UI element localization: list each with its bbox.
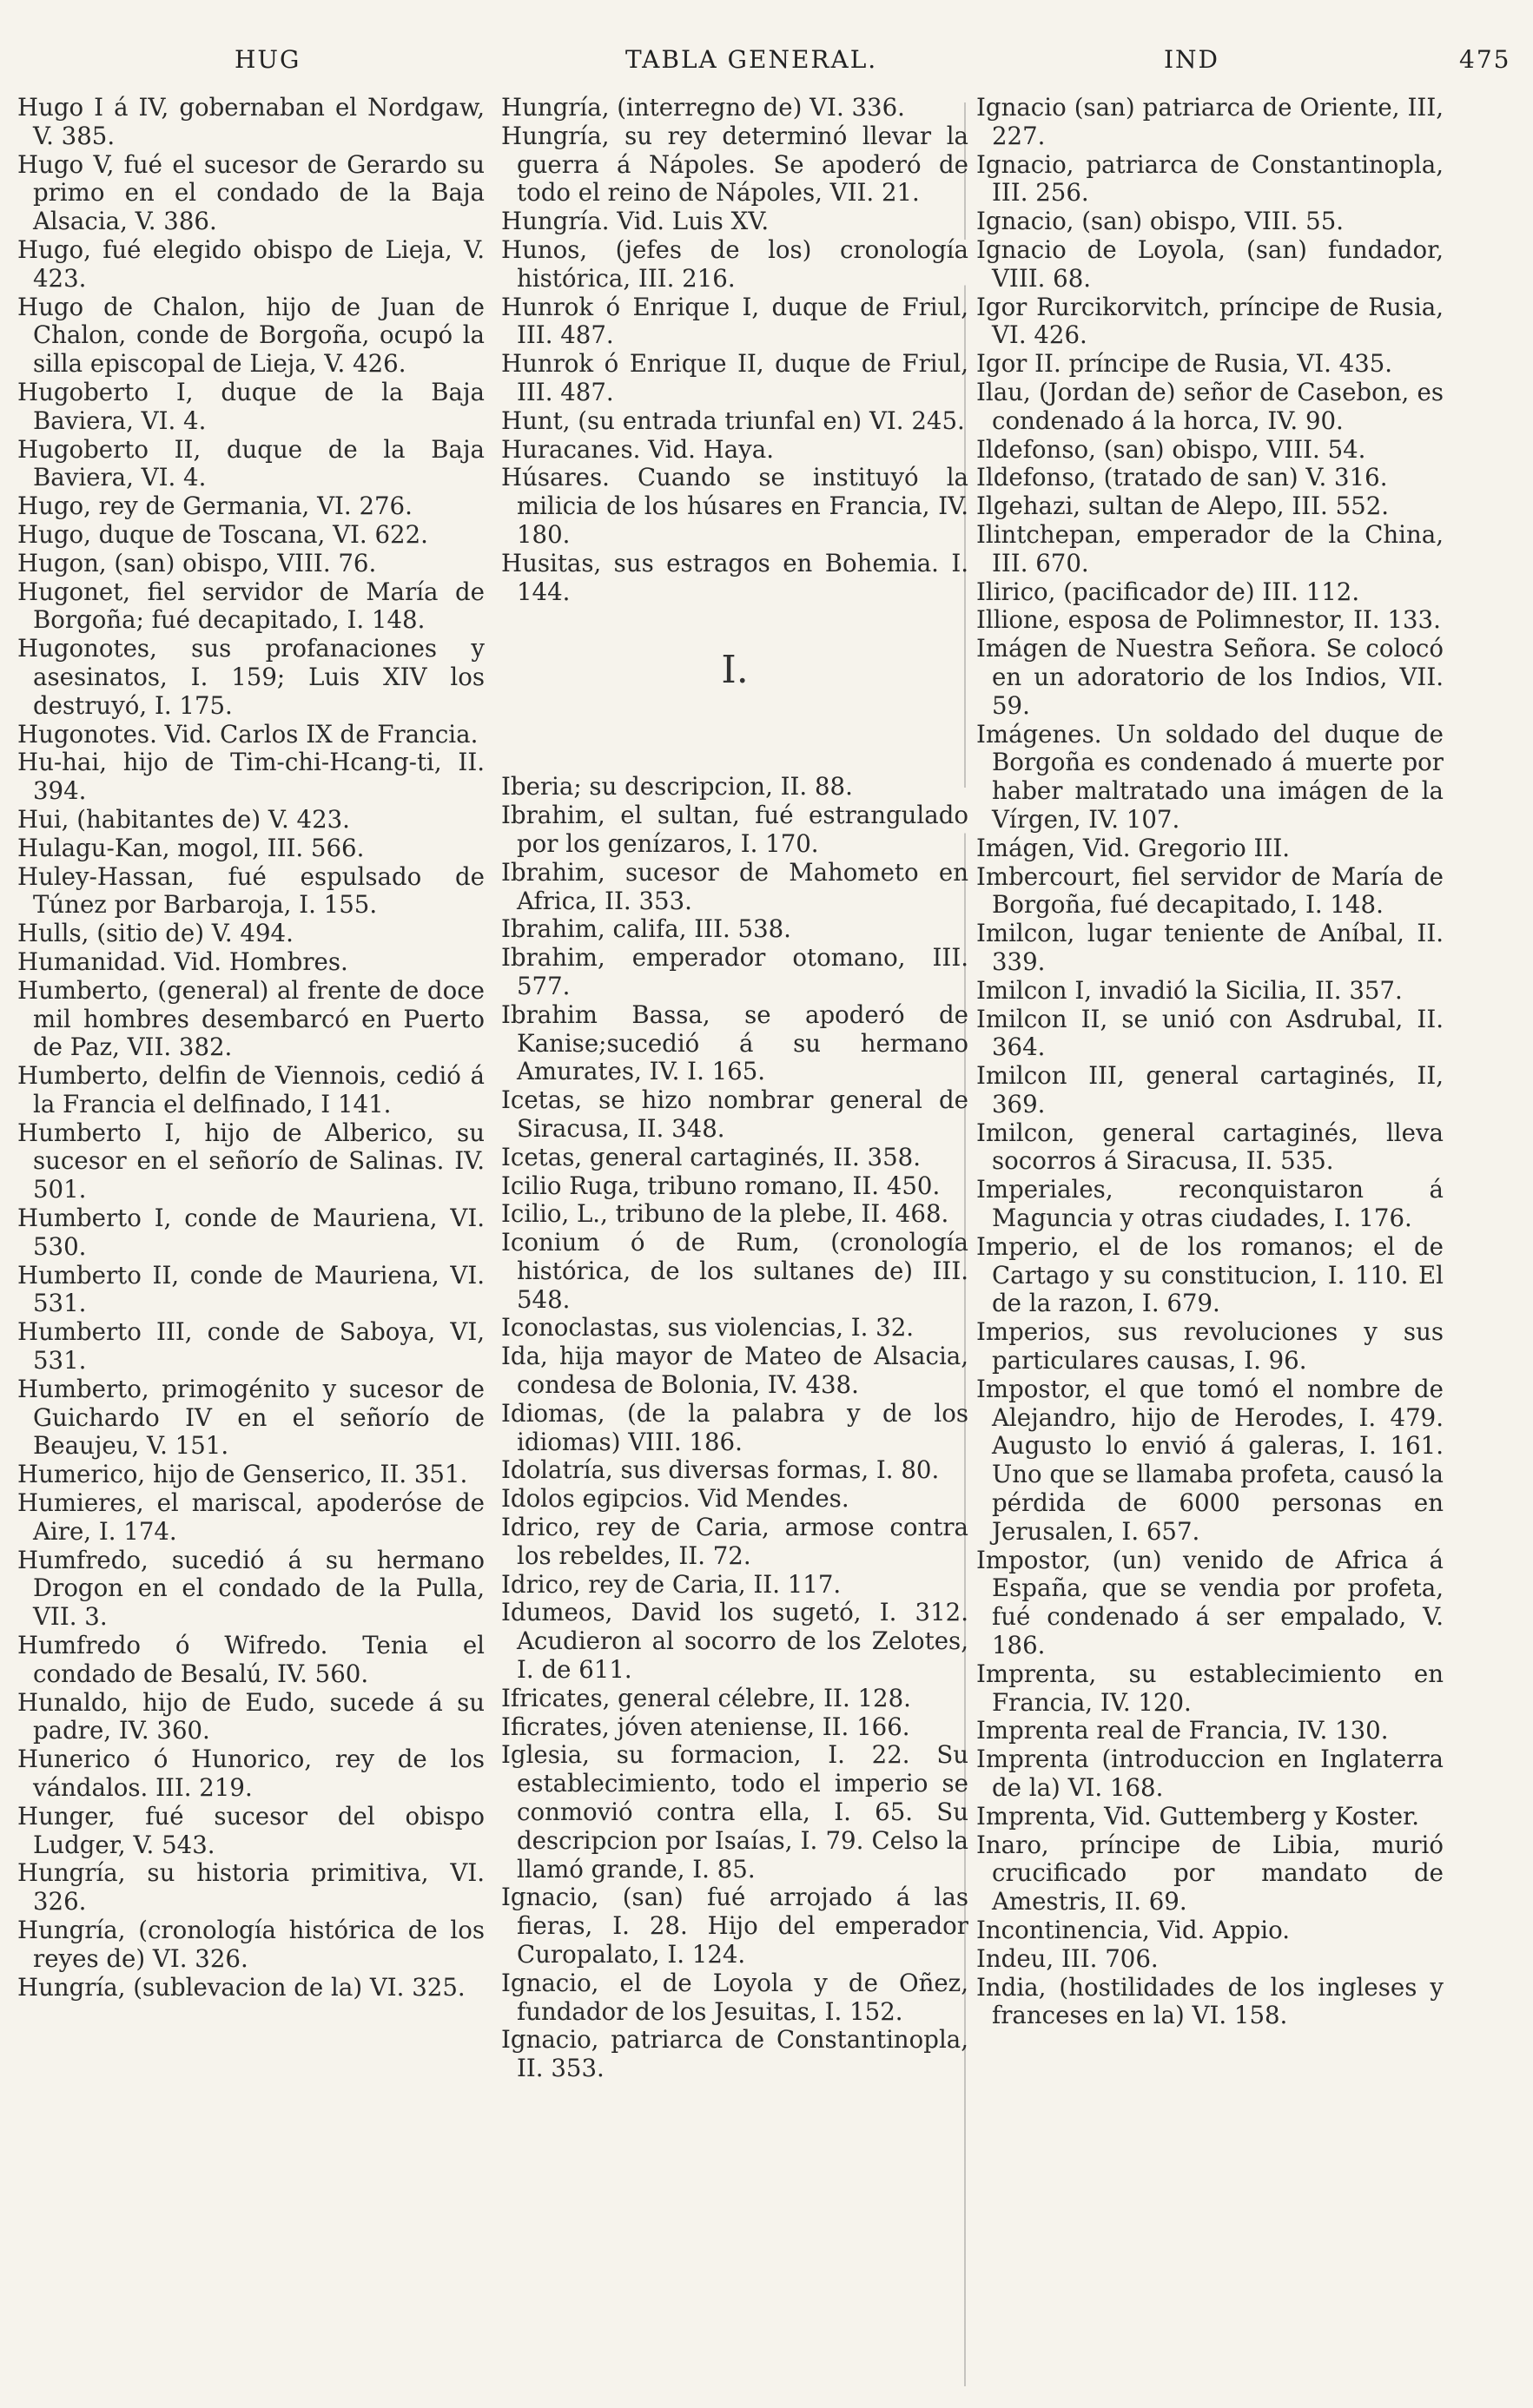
index-entry: Humberto II, conde de Mauriena, VI. 531. [17,1260,485,1318]
index-entry: Hu-hai, hijo de Tim-chi-Hcang-ti, II. 394. [17,748,485,806]
column-1 [17,94,485,2002]
index-entry: Ignacio, el de Loyola y de Oñez, fundador de los Jesuitas, I. 152. [501,1968,968,2026]
index-entry: Humfredo ó Wifredo. Tenia el condado de Besalú, IV. 560. [17,1631,485,1688]
index-entry: Imprenta, su establecimiento en Francia, IV. 120. [976,1659,1444,1717]
index-entry: Idrico, rey de Caria, armose contra los rebeldes, II. 72. [501,1513,968,1570]
index-entry: Hugonet, fiel servidor de María de Borgoña; fué decapitado, I. 148. [17,577,485,635]
index-entry: Impostor, (un) venido de Africa á España, que se vendia por profeta, fué condenado á ser empalado, V. 186. [976,1545,1444,1660]
index-entry: Impostor, el que tomó el nombre de Alejandro, hijo de Herodes, I. 479. Augusto lo envió á galeras, I. 161. Uno que se llamaba profeta, causó la pérdida de 6000 personas en Jerusalen, I. 657. [976,1374,1444,1546]
index-entry: Idrico, rey de Caria, II. 117. [501,1569,842,1599]
index-entry: Indeu, III. 706. [976,1943,1159,1973]
page-number: 475 [1459,45,1511,74]
index-entry: Hunos, (jefes de los) cronología histórica, III. 216. [501,234,968,293]
index-entry: Ildefonso, (tratado de san) V. 316. [976,463,1388,492]
index-entry: Humerico, hijo de Genserico, II. 351. [17,1460,468,1489]
index-entry: Ildefonso, (san) obispo, VIII. 54. [976,434,1366,464]
index-entry: Huracanes. Vid. Haya. [501,434,774,464]
index-entry: Humfredo, sucedió á su hermano Drogon en el condado de la Pulla, VII. 3. [17,1545,485,1632]
index-entry: Icilio Ruga, tribuno romano, II. 450. [501,1171,941,1200]
index-entry: Ibrahim Bassa, se apoderó de Kanise;sucedió á su hermano Amurates, IV. I. 165. [501,999,968,1086]
index-entry: Imperios, sus revoluciones y sus particulares causas, I. 96. [976,1317,1444,1376]
index-entry: Humberto I, hijo de Alberico, su sucesor en el señorío de Salinas. IV. 501. [17,1118,485,1204]
column-3 [976,94,1444,2030]
index-entry: Imilcon, lugar teniente de Aníbal, II. 339. [976,919,1444,976]
index-entry: Ibrahim, el sultan, fué estrangulado por los genízaros, I. 170. [501,801,968,858]
running-head-left: HUG [235,45,301,74]
index-entry: Icilio, L., tribuno de la plebe, II. 468. [501,1199,949,1229]
index-entry: Ignacio de Loyola, (san) fundador, VIII. 68. [976,234,1444,293]
column-2-entries-h [501,94,968,606]
index-entry: Ilirico, (pacificador de) III. 112. [976,577,1360,606]
index-entry: Ifricates, general célebre, II. 128. [501,1683,911,1712]
index-entry: Hungría, (interregno de) VI. 336. [501,93,905,122]
index-entry: Hugon, (san) obispo, VIII. 76. [17,548,377,577]
index-entry: Icetas, se hizo nombrar general de Siracusa, II. 348. [501,1085,968,1143]
index-entry: Ignacio, patriarca de Constantinopla, III. 256. [976,149,1444,208]
index-entry: Hunrok ó Enrique II, duque de Friul, III. 487. [501,349,968,406]
index-entry: Ibrahim, califa, III. 538. [501,914,791,944]
index-entry: Imprenta real de Francia, IV. 130. [976,1716,1389,1745]
index-entry: Iberia; su descripcion, II. 88. [501,772,853,802]
index-entry: Ignacio, (san) fué arrojado á las fieras, I. 28. Hijo del emperador Curopalato, I. 124. [501,1883,968,1969]
index-entry: Humberto, primogénito y sucesor de Guichardo IV en el señorío de Beaujeu, V. 151. [17,1374,485,1461]
section-letter: I. [721,648,749,693]
column-2-entries-i [501,773,968,2083]
index-entry: Humanidad. Vid. Hombres. [17,947,348,976]
index-entry: Ificrates, jóven ateniense, II. 166. [501,1712,910,1741]
index-entry: Idolatría, sus diversas formas, I. 80. [501,1455,940,1485]
index-entry: Imágen, Vid. Gregorio III. [976,833,1291,862]
index-entry: Huley-Hassan, fué espulsado de Túnez por Barbaroja, I. 155. [17,861,485,920]
index-entry: Imperio, el de los romanos; el de Cartago y su constitucion, I. 110. El de la razon, I. 679. [976,1231,1444,1318]
index-entry: Ilintchepan, emperador de la China, III. 670. [976,519,1444,577]
index-entry: Imilcon I, invadió la Sicilia, II. 357. [976,975,1403,1005]
index-entry: Inaro, príncipe de Libia, murió crucificado por mandato de Amestris, II. 69. [976,1830,1444,1917]
index-entry: Imilcon II, se unió con Asdrubal, II. 364. [976,1004,1444,1062]
index-entry: Hunt, (su entrada triunfal en) VI. 245. [501,406,965,435]
index-entry: Ibrahim, emperador otomano, III. 577. [501,943,968,1000]
index-entry: Imprenta, Vid. Guttemberg y Koster. [976,1801,1420,1831]
index-entry: Hungría, su rey determinó llevar la guerra á Nápoles. Se apoderó de todo el reino de Nápoles, VII. 21. [501,121,968,208]
index-entry: Iglesia, su formacion, I. 22. Su establecimiento, todo el imperio se conmovió contra ella, I. 65. Su descripcion por Isaías, I. 79. Celso la llamó grande, I. 85. [501,1740,968,1884]
index-entry: Hungría. Vid. Luis XV. [501,207,770,236]
index-entry: Hulls, (sitio de) V. 494. [17,919,294,948]
index-entry: Hugo, fué elegido obispo de Lieja, V. 423. [17,234,485,293]
index-entry: Hunger, fué sucesor del obispo Ludger, V. 543. [17,1801,485,1859]
index-entry: Husitas, sus estragos en Bohemia. I. 144. [501,548,968,606]
index-entry: Imilcon, general cartaginés, lleva socorros á Siracusa, II. 535. [976,1118,1444,1176]
index-entry: Idiomas, (de la palabra y de los idiomas) VIII. 186. [501,1398,968,1456]
index-entry: Hungría, su historia primitiva, VI. 326. [17,1858,485,1917]
index-entry: India, (hostilidades de los ingleses y franceses en la) VI. 158. [976,1972,1444,2030]
index-entry: Ilau, (Jordan de) señor de Casebon, es condenado á la horca, IV. 90. [976,377,1444,435]
index-entry: Hungría, (cronología histórica de los reyes de) VI. 326. [17,1916,485,1973]
running-head-title: TABLA GENERAL. [625,45,878,74]
index-entry: Húsares. Cuando se instituyó la milicia de los húsares en Francia, IV. 180. [501,463,968,549]
index-entry: Imágenes. Un soldado del duque de Borgoña es condenado á muerte por haber maltratado una imágen de la Vírgen, IV. 107. [976,719,1444,834]
index-entry: Imilcon III, general cartaginés, II, 369. [976,1061,1444,1118]
index-entry: Ida, hija mayor de Mateo de Alsacia, condesa de Bolonia, IV. 438. [501,1342,968,1400]
running-head-right: IND [1164,45,1220,74]
index-entry: Hugonotes. Vid. Carlos IX de Francia. [17,719,479,749]
index-entry: Hugoberto II, duque de la Baja Baviera, VI. 4. [17,434,485,492]
index-entry: Iconium ó de Rum, (cronología histórica, de los sultanes de) III. 548. [501,1228,968,1314]
index-entry: Hunrok ó Enrique I, duque de Friul, III. 487. [501,292,968,350]
page-header [26,45,1511,89]
column-2 [501,94,968,2083]
index-entry: Illione, esposa de Polimnestor, II. 133. [976,605,1441,635]
index-entry: Humberto III, conde de Saboya, VI, 531. [17,1317,485,1376]
index-entry: Ignacio, (san) obispo, VIII. 55. [976,207,1345,236]
index-entry: Imbercourt, fiel servidor de María de Borgoña, fué decapitado, I. 148. [976,861,1444,920]
index-entry: Idolos egipcios. Vid Mendes. [501,1484,849,1514]
index-entry: Hugo V, fué el sucesor de Gerardo su primo en el condado de la Baja Alsacia, V. 386. [17,149,485,236]
index-entry: Idumeos, David los sugetó, I. 312. Acudieron al socorro de los Zelotes, I. de 611. [501,1598,968,1685]
index-entry: Humberto, (general) al frente de doce mil hombres desembarcó en Puerto de Paz, VII. 382. [17,975,485,1062]
index-entry: Ilgehazi, sultan de Alepo, III. 552. [976,491,1390,521]
index-entry: Hugo, duque de Toscana, VI. 622. [17,519,428,549]
index-entry: Hui, (habitantes de) V. 423. [17,804,350,834]
index-entry: Iconoclastas, sus violencias, I. 32. [501,1313,915,1343]
index-entry: Imprenta (introduccion en Inglaterra de la) VI. 168. [976,1745,1444,1803]
index-entry: Hugo, rey de Germania, VI. 276. [17,491,413,521]
index-entry: Humberto I, conde de Mauriena, VI. 530. [17,1204,485,1261]
index-entry: Hugonotes, sus profanaciones y asesinatos, I. 159; Luis XIV los destruyó, I. 175. [17,634,485,720]
index-entry: Hugo I á IV, gobernaban el Nordgaw, V. 385. [17,93,485,150]
index-entry: Hugo de Chalon, hijo de Juan de Chalon, conde de Borgoña, ocupó la silla episcopal de Lieja, V. 426. [17,292,485,379]
index-entry: Humberto, delfin de Viennois, cedió á la Francia el delfinado, I 141. [17,1061,485,1118]
index-entry: Hunaldo, hijo de Eudo, sucede á su padre, IV. 360. [17,1687,485,1745]
index-entry: Ignacio, patriarca de Constantinopla, II. 353. [501,2025,968,2083]
index-entry: Hugoberto I, duque de la Baja Baviera, VI. 4. [17,377,485,435]
index-entry: Imágen de Nuestra Señora. Se colocó en un adoratorio de los Indios, VII. 59. [976,634,1444,720]
index-entry: Igor II. príncipe de Rusia, VI. 435. [976,349,1393,379]
index-entry: Hunerico ó Hunorico, rey de los vándalos. III. 219. [17,1745,485,1803]
index-entry: Ibrahim, sucesor de Mahometo en Africa, II. 353. [501,857,968,915]
index-entry: Humieres, el mariscal, apoderóse de Aire, I. 174. [17,1488,485,1546]
index-entry: Imperiales, reconquistaron á Maguncia y otras ciudades, I. 176. [976,1175,1444,1233]
index-entry: Igor Rurcikorvitch, príncipe de Rusia, VI. 426. [976,292,1444,350]
index-entry: Ignacio (san) patriarca de Oriente, III, 227. [976,93,1444,150]
index-entry: Hungría, (sublevacion de la) VI. 325. [17,1972,466,2002]
index-entry: Icetas, general cartaginés, II. 358. [501,1142,921,1171]
index-entry: Incontinencia, Vid. Appio. [976,1916,1291,1944]
index-entry: Hulagu-Kan, mogol, III. 566. [17,833,365,862]
